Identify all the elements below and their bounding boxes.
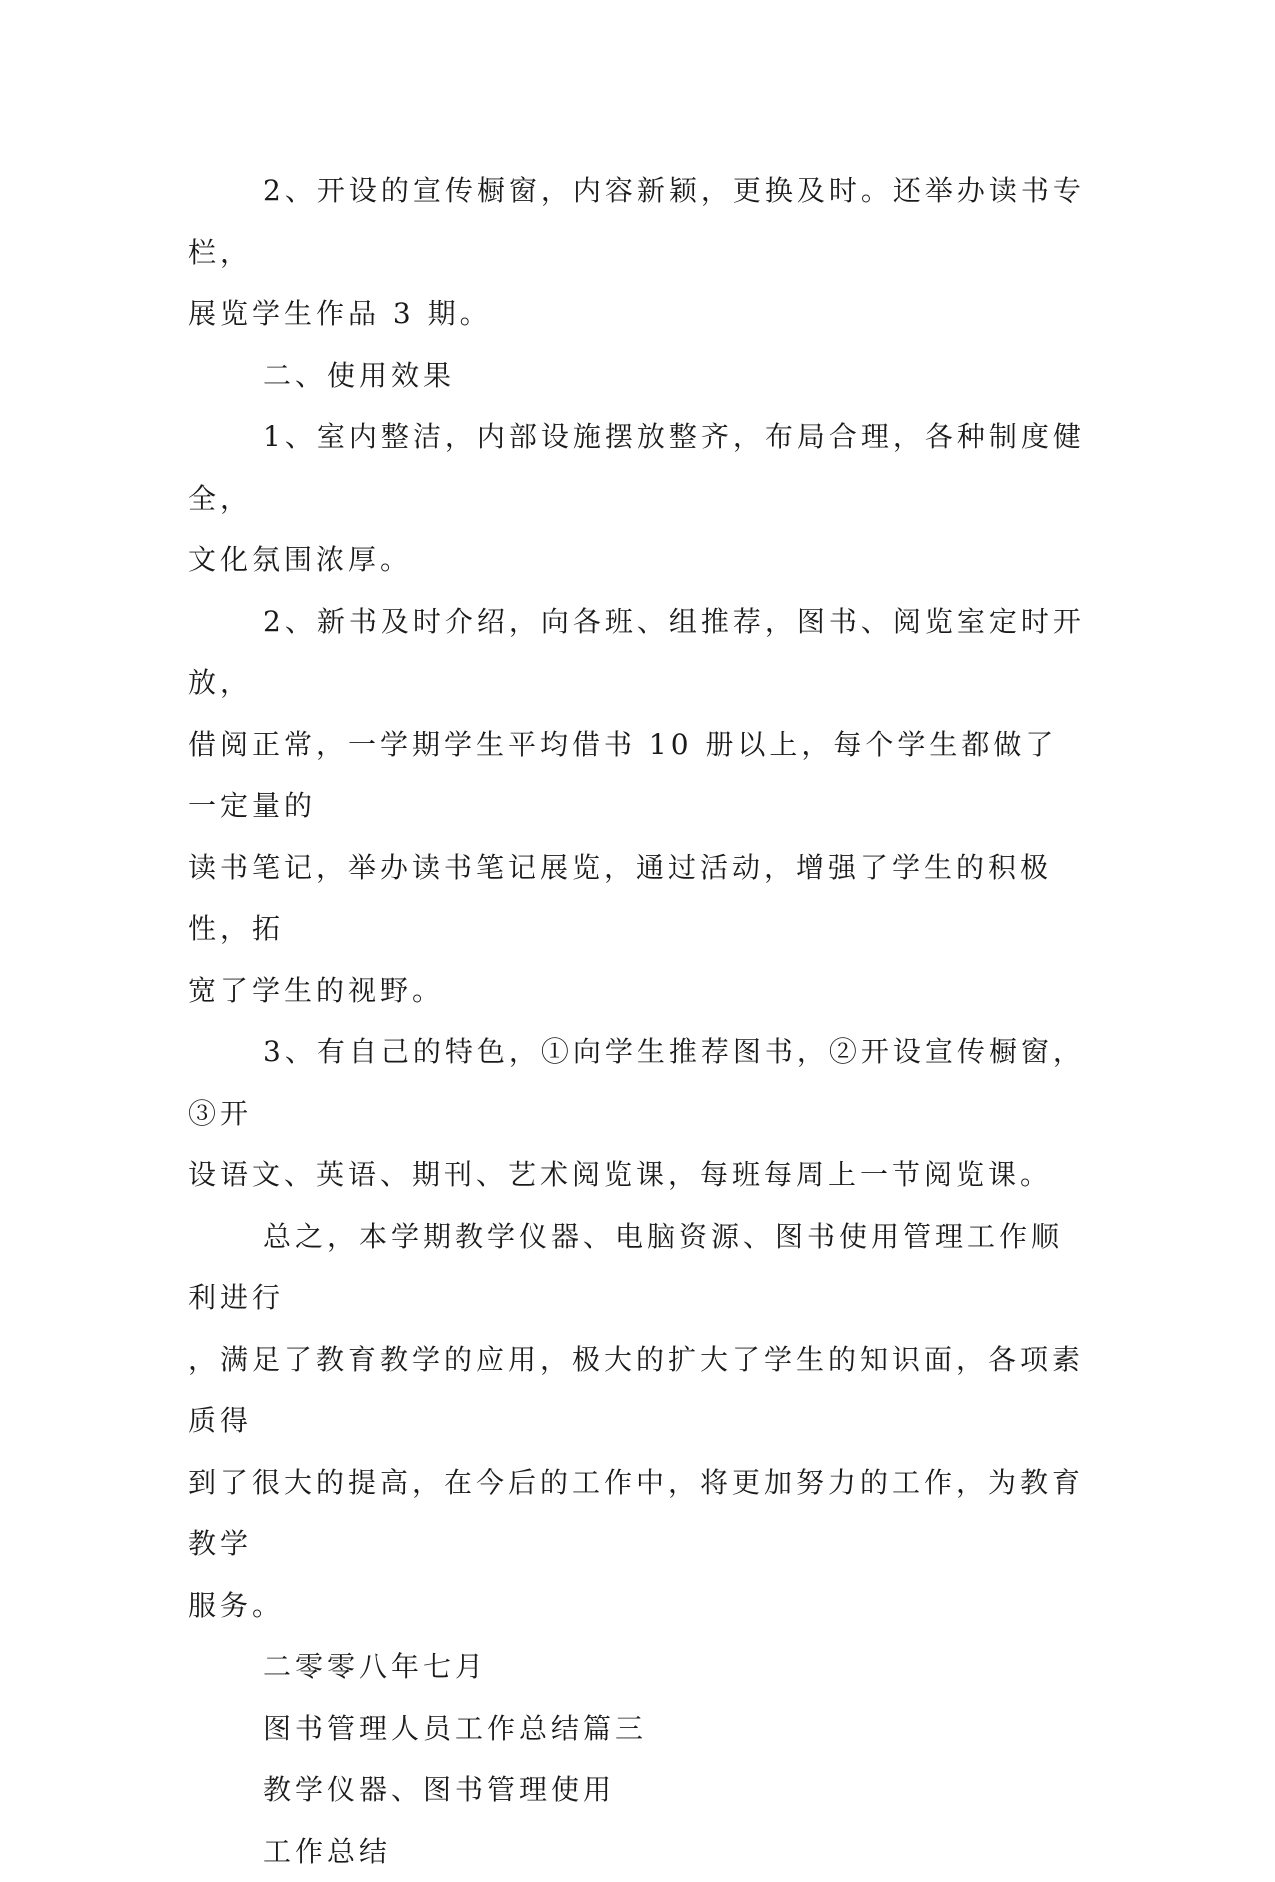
document-body [188, 160, 1088, 1882]
paragraph-new-books: 2、新书及时介绍，向各班、组推荐，图书、阅览室定时开放， 借阅正常，一学期学生平均借书 10 册以上，每个学生都做了一定量的 读书笔记，举办读书笔记展览，通过活动，增强了学生的积极性，拓 宽了学生的视野。 [188, 591, 1088, 1022]
paragraph-features: 3、有自己的特色，①向学生推荐图书，②开设宣传橱窗，③开 设语文、英语、期刊、艺术阅览课，每班每周上一节阅览课。 [188, 1021, 1088, 1206]
section-title: 图书管理人员工作总结篇三 [188, 1698, 1088, 1760]
date-line: 二零零八年七月 [188, 1636, 1088, 1698]
paragraph-summary: 总之，本学期教学仪器、电脑资源、图书使用管理工作顺利进行 ，满足了教育教学的应用，极大的扩大了学生的知识面，各项素质得 到了很大的提高，在今后的工作中，将更加努力的工作，为教育教学 服务。 [188, 1206, 1088, 1637]
paragraph-room-tidy: 1、室内整洁，内部设施摆放整齐，布局合理，各种制度健全， 文化氛围浓厚。 [188, 406, 1088, 591]
paragraph-display-window: 2、开设的宣传橱窗，内容新颖，更换及时。还举办读书专栏， 展览学生作品 3 期。 [188, 160, 1088, 345]
subtitle-line-1: 教学仪器、图书管理使用 [188, 1759, 1088, 1821]
subtitle-line-2: 工作总结 [188, 1821, 1088, 1882]
heading-usage-effect: 二、使用效果 [188, 345, 1088, 407]
